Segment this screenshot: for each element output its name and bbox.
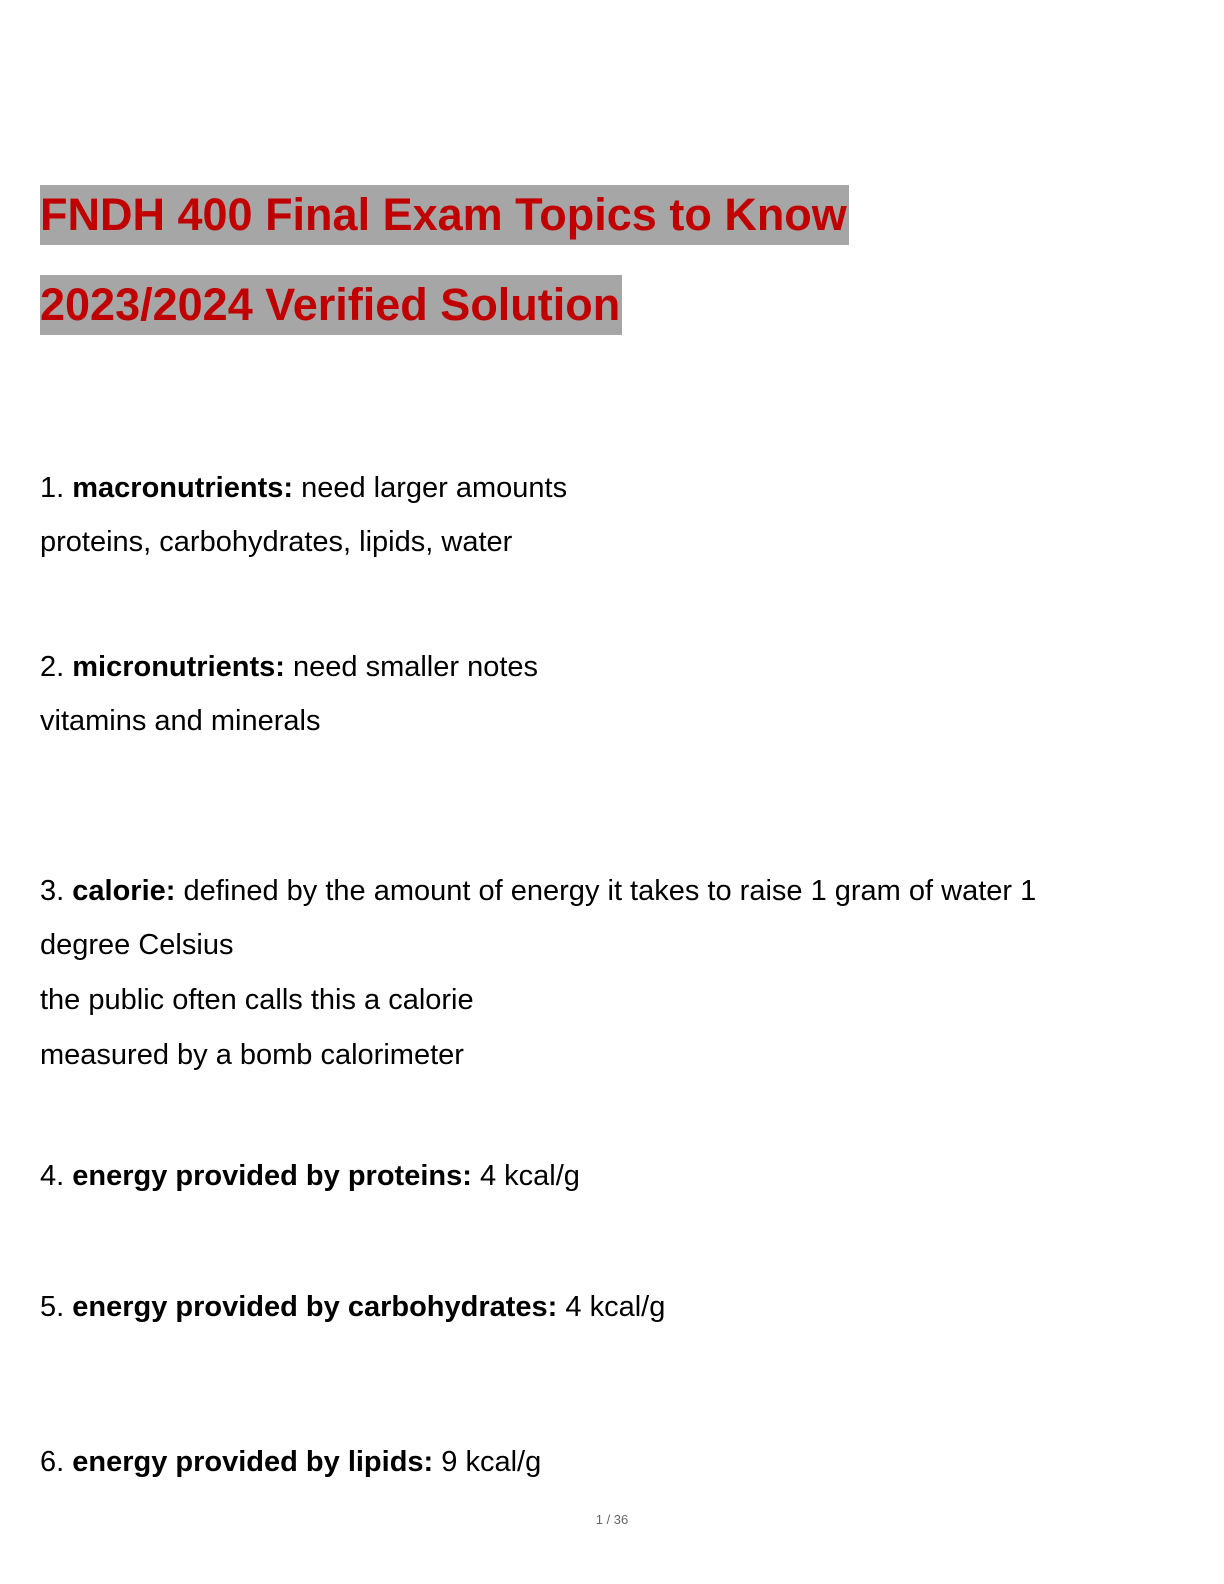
item-definition: 4 kcal/g — [479, 1160, 580, 1192]
item-term: energy provided by lipids: — [72, 1446, 434, 1478]
document-title-line-1: FNDH 400 Final Exam Topics to Know — [40, 185, 849, 245]
item-definition: 4 kcal/g — [565, 1291, 666, 1323]
item-term: calorie: — [72, 875, 176, 907]
page-number: 1 / 36 — [595, 1512, 629, 1527]
item-number: 5. — [40, 1291, 65, 1323]
item-3-detail-line: the public often calls this a calorie — [40, 984, 474, 1016]
item-2-detail-line: vitamins and minerals — [40, 705, 321, 737]
item-3-heading — [40, 873, 1036, 909]
item-number: 3. — [40, 875, 65, 907]
item-term: energy provided by carbohydrates: — [72, 1291, 558, 1323]
item-term: energy provided by proteins: — [72, 1160, 472, 1192]
item-number: 2. — [40, 651, 65, 683]
item-number: 6. — [40, 1446, 65, 1478]
item-term: micronutrients: — [72, 651, 285, 683]
item-number: 1. — [40, 472, 65, 504]
item-number: 4. — [40, 1160, 65, 1192]
item-3-detail-line: degree Celsius — [40, 929, 234, 961]
item-term: macronutrients: — [72, 472, 294, 504]
item-6-heading — [40, 1444, 541, 1480]
item-definition: defined by the amount of energy it takes to raise 1 gram of water 1 — [183, 875, 1037, 907]
item-definition: need smaller notes — [293, 651, 539, 683]
item-1-detail-line: proteins, carbohydrates, lipids, water — [40, 526, 513, 558]
item-5-heading — [40, 1289, 665, 1325]
item-definition: need larger amounts — [301, 472, 568, 504]
item-3-detail-line: measured by a bomb calorimeter — [40, 1039, 464, 1071]
item-4-heading — [40, 1158, 580, 1194]
item-definition: 9 kcal/g — [441, 1446, 542, 1478]
item-1-heading — [40, 470, 567, 506]
item-2-heading — [40, 649, 538, 685]
document-title-line-2: 2023/2024 Verified Solution — [40, 275, 622, 335]
